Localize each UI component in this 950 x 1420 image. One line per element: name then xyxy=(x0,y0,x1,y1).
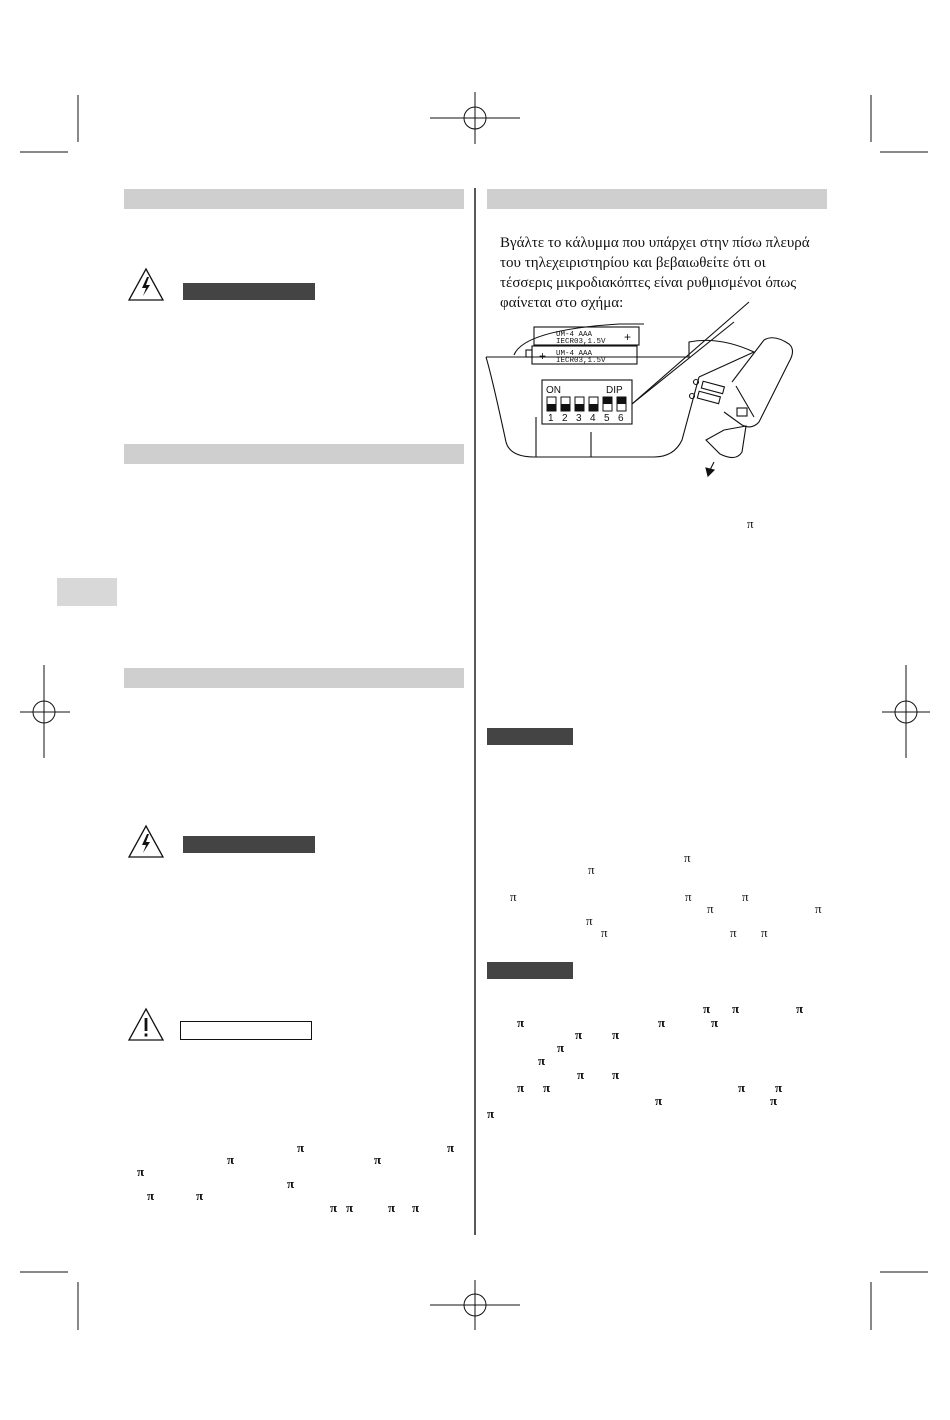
pi-glyph: π xyxy=(742,889,749,904)
dip-on-label: ON xyxy=(546,385,561,396)
battery-text: UM-4 AAA xyxy=(556,331,593,339)
pi-glyph: π xyxy=(601,925,608,940)
pi-glyph: π xyxy=(770,1093,778,1108)
pi-glyph: π xyxy=(684,850,691,865)
pi-glyph: π xyxy=(775,1080,783,1095)
pi-glyph: π xyxy=(287,1176,295,1191)
intro-line: φαίνεται στο σχήμα: xyxy=(500,295,624,311)
pi-glyph: π xyxy=(586,913,593,928)
pi-glyph: π xyxy=(517,1015,525,1030)
dip-switch-figure xyxy=(484,322,819,482)
pi-glyph: π xyxy=(346,1200,354,1215)
pi-glyph: π xyxy=(747,516,754,531)
exclamation-caution-icon xyxy=(128,1008,164,1042)
dip-switch-number: 3 xyxy=(576,413,582,424)
battery-text: IECR03,1.5V xyxy=(556,338,606,346)
pi-glyph: π xyxy=(658,1015,666,1030)
dip-switch-number: 1 xyxy=(548,413,554,424)
pi-glyph: π xyxy=(577,1067,585,1082)
pi-glyph: π xyxy=(297,1140,305,1155)
battery-plus: + xyxy=(624,330,632,344)
note-label xyxy=(487,728,573,745)
dip-switch-knob xyxy=(575,404,584,411)
pi-glyph: π xyxy=(730,925,737,940)
pi-glyph: π xyxy=(685,889,692,904)
warning-label xyxy=(183,836,315,853)
intro-line: τέσσερις μικροδιακόπτες είναι ρυθμισμένοι όπως xyxy=(500,275,797,291)
intro-line: Βγάλτε το κάλυμμα που υπάρχει στην πίσω πλευρά xyxy=(500,235,810,251)
pi-glyph: π xyxy=(557,1040,565,1055)
pi-glyph: π xyxy=(711,1015,719,1030)
pi-glyph: π xyxy=(196,1188,204,1203)
pi-glyph: π xyxy=(538,1053,546,1068)
section-header-bar xyxy=(487,189,827,209)
pi-glyph: π xyxy=(147,1188,155,1203)
pi-glyph: π xyxy=(612,1067,620,1082)
lightning-warning-icon xyxy=(128,825,164,859)
pi-glyph: π xyxy=(487,1106,495,1121)
dip-switch-number: 4 xyxy=(590,413,596,424)
pi-glyph: π xyxy=(612,1027,620,1042)
pi-glyph: π xyxy=(227,1152,235,1167)
pi-glyph: π xyxy=(815,901,822,916)
pi-glyph: π xyxy=(510,889,517,904)
pi-glyph: π xyxy=(655,1093,663,1108)
pi-glyph: π xyxy=(588,862,595,877)
intro-line: του τηλεχειριστηρίου και βεβαιωθείτε ότι οι xyxy=(500,255,766,271)
section-header-bar xyxy=(124,668,464,688)
warning-label xyxy=(183,283,315,300)
side-tab xyxy=(57,578,117,606)
pi-glyph: π xyxy=(137,1164,145,1179)
battery-text: UM-4 AAA xyxy=(556,350,593,358)
lightning-warning-icon xyxy=(128,268,164,302)
section-header-bar xyxy=(124,189,464,209)
dip-switch-number: 2 xyxy=(562,413,568,424)
pi-glyph: π xyxy=(374,1152,382,1167)
pi-glyph: π xyxy=(330,1200,338,1215)
dip-switch-knob xyxy=(561,404,570,411)
pi-glyph: π xyxy=(388,1200,396,1215)
dip-label: DIP xyxy=(606,385,623,396)
pi-glyph: π xyxy=(761,925,768,940)
note-label xyxy=(487,962,573,979)
dip-switch-number: 5 xyxy=(604,413,610,424)
pi-glyph: π xyxy=(703,1001,711,1016)
caution-label xyxy=(180,1021,312,1040)
pi-glyph: π xyxy=(543,1080,551,1095)
section-header-bar xyxy=(124,444,464,464)
pi-glyph: π xyxy=(738,1080,746,1095)
pi-glyph: π xyxy=(412,1200,420,1215)
dip-switch-knob xyxy=(589,404,598,411)
dip-switch-knob xyxy=(603,397,612,404)
pi-glyph: π xyxy=(707,901,714,916)
pi-glyph: π xyxy=(796,1001,804,1016)
battery-text: IECR03,1.5V xyxy=(556,357,606,365)
pi-glyph: π xyxy=(732,1001,740,1016)
pi-glyph: π xyxy=(575,1027,583,1042)
battery-plus: + xyxy=(539,349,547,363)
intro-paragraph xyxy=(500,233,830,313)
dip-switch-knob xyxy=(547,404,556,411)
pi-glyph: π xyxy=(447,1140,455,1155)
pi-glyph: π xyxy=(517,1080,525,1095)
dip-switch-knob xyxy=(617,397,626,404)
dip-switch-number: 6 xyxy=(618,413,624,424)
